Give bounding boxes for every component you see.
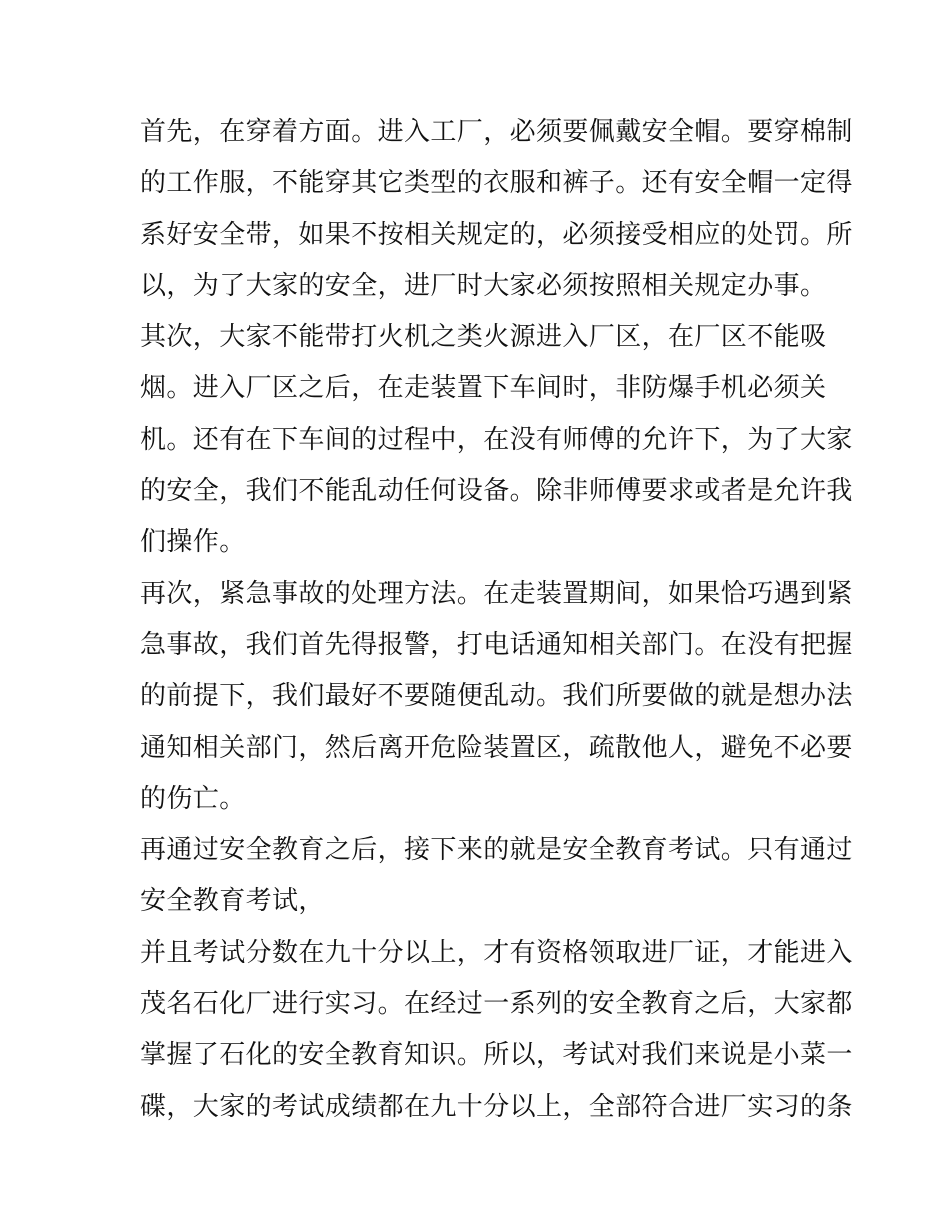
- text-line-12: 的前提下，我们最好不要随便乱动。我们所要做的就是想办法: [140, 681, 853, 712]
- text-line-9: 们操作。: [140, 527, 246, 558]
- text-line-3: 系好安全带，如果不按相关规定的，必须接受相应的处罚。所: [140, 219, 853, 250]
- text-line-7: 机。还有在下车间的过程中，在没有师傅的允许下，为了大家: [140, 424, 853, 455]
- text-line-10: 再次，紧急事故的处理方法。在走装置期间，如果恰巧遇到紧: [140, 578, 853, 609]
- text-line-18: 茂名石化厂进行实习。在经过一系列的安全教育之后，大家都: [140, 989, 853, 1020]
- text-line-17: 并且考试分数在九十分以上，才有资格领取进厂证，才能进入: [140, 937, 853, 968]
- text-line-8: 的安全，我们不能乱动任何设备。除非师傅要求或者是允许我: [140, 476, 853, 507]
- text-line-16: 安全教育考试，: [140, 886, 325, 917]
- text-line-2: 的工作服，不能穿其它类型的衣服和裤子。还有安全帽一定得: [140, 168, 853, 199]
- text-line-14: 的伤亡。: [140, 783, 246, 814]
- text-line-6: 烟。进入厂区之后，在走装置下车间时，非防爆手机必须关: [140, 373, 827, 404]
- text-line-13: 通知相关部门，然后离开危险装置区，疏散他人，避免不必要: [140, 732, 853, 763]
- text-line-5: 其次，大家不能带打火机之类火源进入厂区，在厂区不能吸: [140, 322, 827, 353]
- text-line-20: 碟，大家的考试成绩都在九十分以上，全部符合进厂实习的条: [140, 1091, 853, 1122]
- text-line-15: 再通过安全教育之后，接下来的就是安全教育考试。只有通过: [140, 835, 853, 866]
- text-line-1: 首先，在穿着方面。进入工厂，必须要佩戴安全帽。要穿棉制: [140, 117, 853, 147]
- body-text: [140, 107, 853, 1133]
- text-line-4: 以，为了大家的安全，进厂时大家必须按照相关规定办事。: [140, 270, 827, 301]
- text-line-11: 急事故，我们首先得报警，打电话通知相关部门。在没有把握: [140, 629, 853, 660]
- text-line-19: 掌握了石化的安全教育知识。所以，考试对我们来说是小菜一: [140, 1040, 853, 1071]
